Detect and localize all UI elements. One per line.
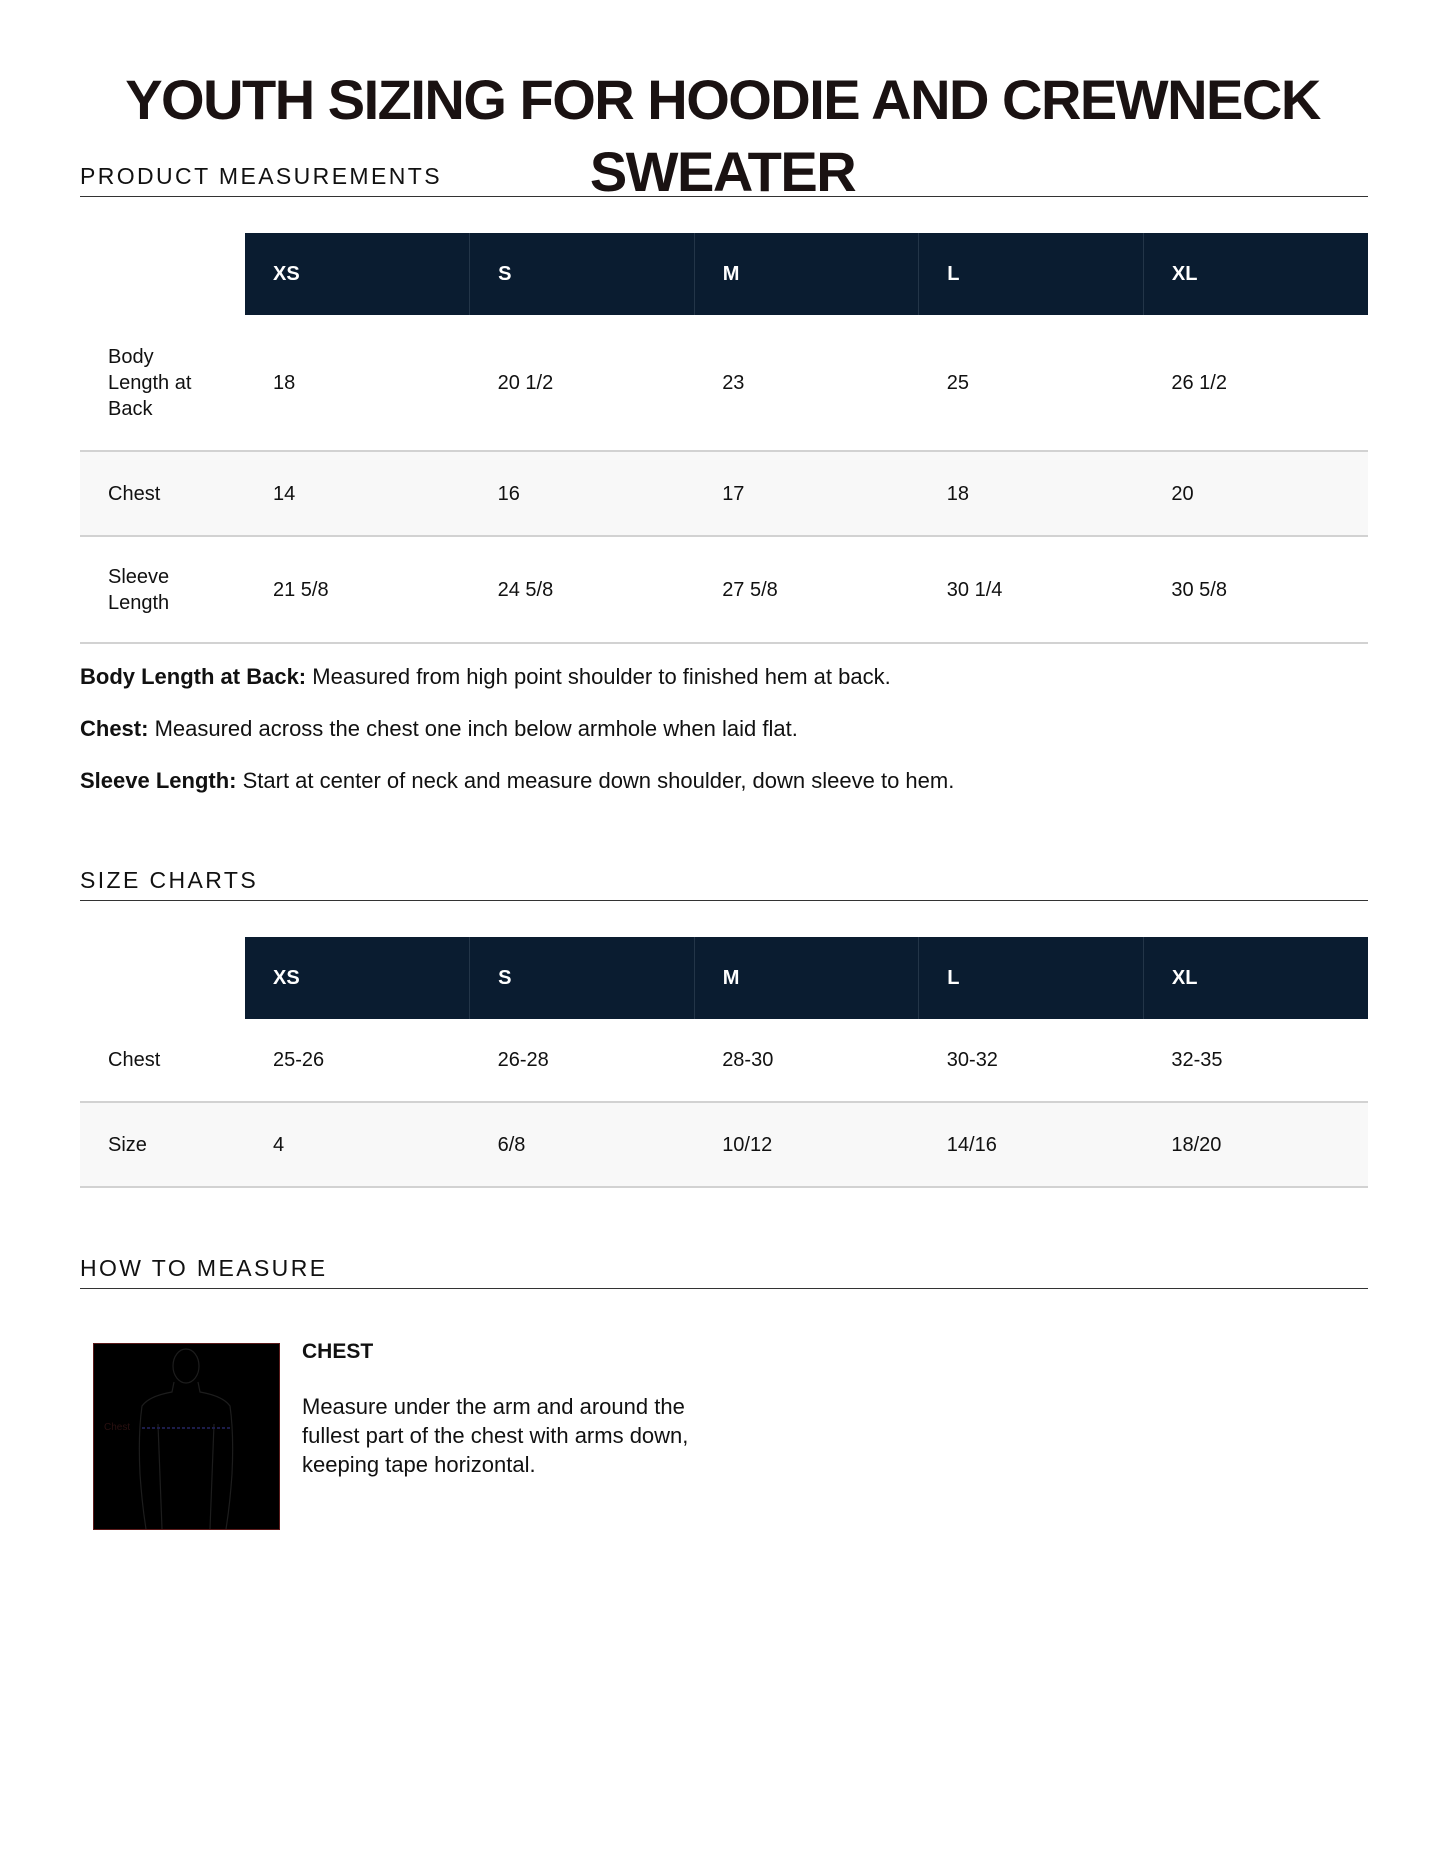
header-blank-cell [80, 937, 245, 1019]
definition-chest [80, 716, 1368, 742]
size-header-s: S [470, 233, 695, 315]
size-header-m: M [694, 233, 919, 315]
table-cell: 16 [470, 451, 695, 536]
table-cell: 20 1/2 [470, 315, 695, 451]
table-cell: 6/8 [470, 1102, 695, 1187]
table-row-size [80, 1102, 1368, 1187]
size-charts-heading: SIZE CHARTS [80, 866, 1368, 901]
measure-item-title: CHEST [302, 1340, 374, 1363]
table-cell: 21 5/8 [245, 536, 470, 643]
table-cell: 30 5/8 [1143, 536, 1368, 643]
definition-text: Start at center of neck and measure down shoulder, down sleeve to hem. [236, 768, 955, 793]
table-cell: 17 [694, 451, 919, 536]
definition-term: Body Length at Back: [80, 664, 307, 689]
table-cell: 30-32 [919, 1019, 1144, 1102]
definition-text: Measured from high point shoulder to finished hem at back. [306, 664, 891, 689]
row-label-chest: Chest [80, 451, 245, 536]
product-measurements-table [80, 233, 1368, 644]
table-row-chest [80, 1019, 1368, 1102]
table-cell: 18 [919, 451, 1144, 536]
definition-term: Chest: [80, 716, 149, 741]
table-cell: 14 [245, 451, 470, 536]
row-label-body-length: Body Length at Back [108, 345, 192, 420]
size-header-xs: XS [245, 233, 470, 315]
definition-body-length [80, 664, 1368, 690]
measure-item-text: Measure under the arm and around the fullest part of the chest with arms down, keeping tape horizontal. [302, 1394, 689, 1477]
table-cell: 32-35 [1143, 1019, 1368, 1102]
row-label-sleeve-length: Sleeve Length [108, 565, 170, 614]
table-row-sleeve-length [80, 536, 1368, 643]
table-cell: 24 5/8 [470, 536, 695, 643]
size-header-xl: XL [1143, 233, 1368, 315]
row-label-size: Size [80, 1102, 245, 1187]
table-cell: 4 [245, 1102, 470, 1187]
chest-image-label: Chest [104, 1422, 131, 1433]
size-header-xl: XL [1143, 937, 1368, 1019]
size-header-row [80, 233, 1368, 315]
table-cell: 25-26 [245, 1019, 470, 1102]
table-cell: 25 [919, 315, 1144, 451]
table-cell: 14/16 [919, 1102, 1144, 1187]
table-cell: 30 1/4 [919, 536, 1144, 643]
size-header-row [80, 937, 1368, 1019]
size-header-l: L [919, 233, 1144, 315]
table-cell: 26-28 [470, 1019, 695, 1102]
product-measurements-heading: PRODUCT MEASUREMENTS [80, 162, 1368, 197]
size-header-m: M [694, 937, 919, 1019]
definition-text: Measured across the chest one inch below armhole when laid flat. [148, 716, 798, 741]
table-cell: 18 [245, 315, 470, 451]
table-cell: 26 1/2 [1143, 315, 1368, 451]
table-cell: 27 5/8 [694, 536, 919, 643]
table-cell: 18/20 [1143, 1102, 1368, 1187]
measurement-definitions [80, 664, 1368, 820]
definition-term: Sleeve Length: [80, 768, 237, 793]
size-header-l: L [919, 937, 1144, 1019]
size-charts-table [80, 937, 1368, 1188]
size-header-xs: XS [245, 937, 470, 1019]
page-title: YOUTH SIZING FOR HOODIE AND CREWNECK SWEATER [125, 68, 1320, 203]
chest-measurement-image [93, 1343, 280, 1530]
table-row-chest [80, 451, 1368, 536]
table-row-body-length [80, 315, 1368, 451]
table-cell: 23 [694, 315, 919, 451]
size-header-s: S [470, 937, 695, 1019]
definition-sleeve-length [80, 768, 1368, 794]
table-cell: 20 [1143, 451, 1368, 536]
table-cell: 28-30 [694, 1019, 919, 1102]
header-blank-cell [80, 233, 245, 315]
table-cell: 10/12 [694, 1102, 919, 1187]
row-label-chest: Chest [80, 1019, 245, 1102]
how-to-measure-heading: HOW TO MEASURE [80, 1254, 1368, 1289]
body-silhouette-icon [94, 1344, 279, 1529]
